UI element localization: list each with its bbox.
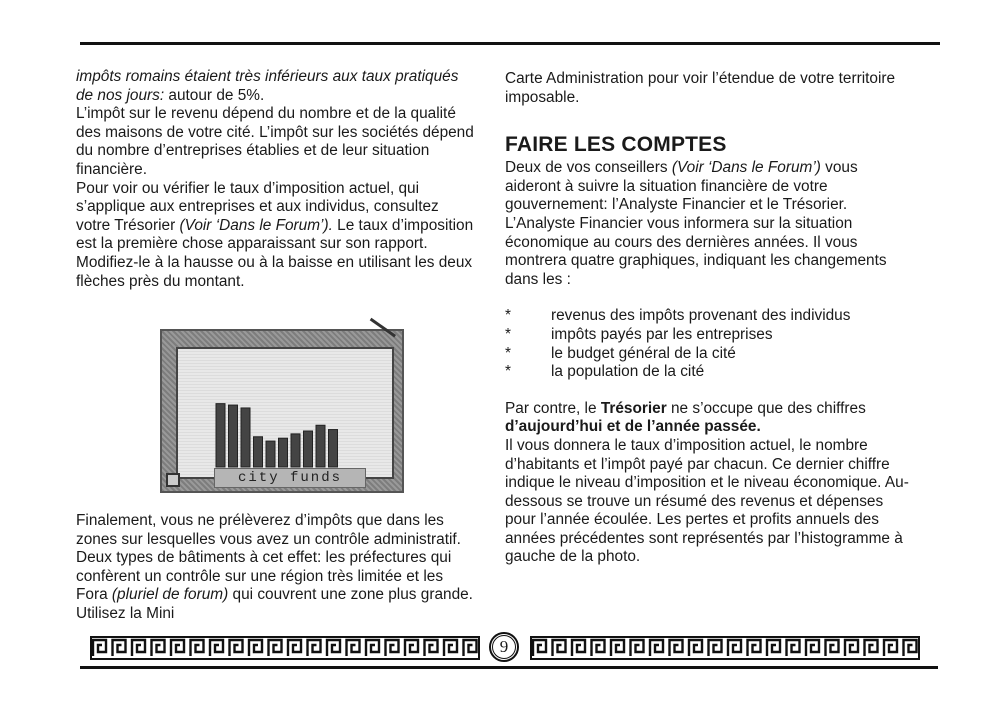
- bullet-star-icon: *: [505, 325, 511, 343]
- histogram-bar: [304, 431, 313, 467]
- meander-motif: [132, 640, 145, 656]
- meander-motif: [327, 640, 340, 656]
- meander-motif: [308, 640, 321, 656]
- meander-motif: [171, 640, 184, 656]
- meander-motif: [533, 640, 546, 656]
- italic-text: impôts romains étaient très inférieurs aux taux pratiqués de nos jours:: [76, 68, 459, 104]
- meander-motif: [444, 640, 457, 656]
- histogram-bar: [254, 437, 263, 467]
- meander-motif: [611, 640, 624, 656]
- meander-motif: [845, 640, 858, 656]
- meander-motif: [366, 640, 379, 656]
- paragraph-administration: [76, 512, 476, 624]
- bold-text: d’aujourd’hui et de l’année passée.: [505, 418, 761, 436]
- section-heading: FAIRE LES COMPTES: [505, 133, 727, 157]
- paragraph-mini-map: Carte Administration pour voir l’étendue de votre territoire imposable.: [505, 70, 896, 106]
- histogram-bar: [279, 438, 288, 467]
- meander-motif: [670, 640, 683, 656]
- meander-motif: [572, 640, 585, 656]
- meander-motif: [806, 640, 819, 656]
- meander-motif: [405, 640, 418, 656]
- paragraph-treasurer-figures: [505, 400, 910, 437]
- screenshot-caption: city funds: [214, 468, 366, 488]
- meander-frame: [91, 637, 479, 659]
- paragraph-analyst: L’Analyste Financier vous informera sur la situation économique au cours des dernières années. Il vous montrera quatre graphiques, indiquant les changements dans les :: [505, 214, 887, 288]
- histogram-bar: [241, 408, 250, 467]
- meander-motif: [826, 640, 839, 656]
- bullet-list: [505, 307, 910, 381]
- bullet-star-icon: *: [505, 307, 511, 325]
- list-item: [505, 326, 910, 345]
- meander-motif: [767, 640, 780, 656]
- meander-motif: [748, 640, 761, 656]
- list-item: [505, 345, 910, 364]
- text-span: Le taux d’imposition est la première chose apparaissant sur son rapport. Modifiez-le à la hausse ou à la baisse en utilisant les deux flèches près du montant.: [76, 216, 474, 290]
- bottom-rule: [80, 666, 938, 669]
- meander-motif: [904, 640, 917, 656]
- paragraph-income-tax: L’impôt sur le revenu dépend du nombre et de la qualité des maisons de votre cité. L’impôt sur les sociétés dépend du nombre d’entreprises établies et de leur situation financière.: [76, 105, 474, 178]
- bullet-star-icon: *: [505, 363, 511, 381]
- meander-motif: [884, 640, 897, 656]
- top-rule: [80, 42, 940, 45]
- text-span: Deux de vos conseillers: [505, 159, 672, 177]
- meander-motif: [113, 640, 126, 656]
- italic-text: (Voir ‘Dans le Forum’).: [179, 216, 333, 234]
- meander-motif: [728, 640, 741, 656]
- histogram-bar: [291, 434, 300, 467]
- meander-motif: [93, 640, 106, 656]
- list-item: [505, 363, 910, 382]
- meander-motif: [425, 640, 438, 656]
- meander-motif: [210, 640, 223, 656]
- meander-motif: [152, 640, 165, 656]
- meander-motif: [689, 640, 702, 656]
- meander-motif: [592, 640, 605, 656]
- meander-motif: [709, 640, 722, 656]
- left-column-lower: [76, 512, 476, 624]
- histogram-bar: [266, 441, 275, 467]
- list-item-text: la population de la cité: [551, 363, 705, 381]
- text-span: Par contre, le: [505, 399, 601, 417]
- meander-motif: [787, 640, 800, 656]
- italic-text: (Voir ‘Dans le Forum’): [671, 159, 821, 177]
- text-span: Pour voir ou vérifier le taux d’imposition actuel, qui s’applique aux entreprises et aux individus, consultez votre Trésorier: [76, 179, 439, 234]
- text-span: Finalement, vous ne prélèverez d’impôts que dans les zones sur lesquelles vous avez un contrôle administratif. Deux types de bâtiments à cet effet: les préfectures qui confèrent un contrôle sur une région très limitée et les Fora: [76, 512, 461, 604]
- meander-motif: [865, 640, 878, 656]
- meander-motif: [553, 640, 566, 656]
- meander-motif: [288, 640, 301, 656]
- paragraph-treasurer-details: Il vous donnera le taux d’imposition actuel, le nombre d’habitants et l’impôt payé par chacun. Ce dernier chiffre indique le niveau d’imposition et le niveau économique. Au-dessous se trouve un résumé des revenus et dépenses pour l’année écoulée. Les pertes et profits annuels des années précédentes sont représentés par l’histogramme à gauche de la photo.: [505, 436, 909, 566]
- meander-motif: [464, 640, 477, 656]
- greek-key-border-left: [90, 636, 482, 660]
- text-span: vous aideront à suivre la situation financière de votre gouvernement: l’Analyste Financier et le Trésorier.: [505, 159, 858, 214]
- italic-text: (pluriel de forum): [111, 586, 229, 604]
- bullet-star-icon: *: [505, 344, 511, 362]
- left-column-upper: [76, 68, 476, 291]
- histogram-bar: [329, 430, 338, 467]
- meander-frame: [531, 637, 919, 659]
- list-item: [505, 307, 910, 326]
- meander-motif: [347, 640, 360, 656]
- meander-motif: [631, 640, 644, 656]
- right-column: [505, 70, 910, 567]
- meander-motif: [650, 640, 663, 656]
- list-item-text: le budget général de la cité: [551, 344, 736, 362]
- text-span: autour de 5%.: [164, 86, 265, 104]
- paragraph-tax-rate-rome: [76, 68, 476, 105]
- paragraph-treasurer: [76, 180, 476, 292]
- meander-motif: [269, 640, 282, 656]
- checkbox-icon: [166, 473, 180, 487]
- meander-motif: [249, 640, 262, 656]
- meander-motif: [386, 640, 399, 656]
- city-funds-screenshot: [160, 329, 404, 493]
- list-item-text: impôts payés par les entreprises: [551, 325, 773, 343]
- paragraph-advisors: [505, 159, 910, 215]
- page-number: 9: [489, 632, 519, 662]
- text-span: ne s’occupe que des chiffres: [666, 399, 866, 417]
- greek-key-border-right: [530, 636, 920, 660]
- histogram-bar: [216, 404, 225, 467]
- histogram-bar: [229, 405, 238, 467]
- meander-motif: [191, 640, 204, 656]
- meander-motif: [230, 640, 243, 656]
- text-span: qui couvrent une zone plus grande. Utilisez la Mini: [76, 586, 473, 622]
- bold-text: Trésorier: [600, 399, 667, 417]
- histogram-bar: [316, 425, 325, 467]
- list-item-text: revenus des impôts provenant des individus: [551, 307, 851, 325]
